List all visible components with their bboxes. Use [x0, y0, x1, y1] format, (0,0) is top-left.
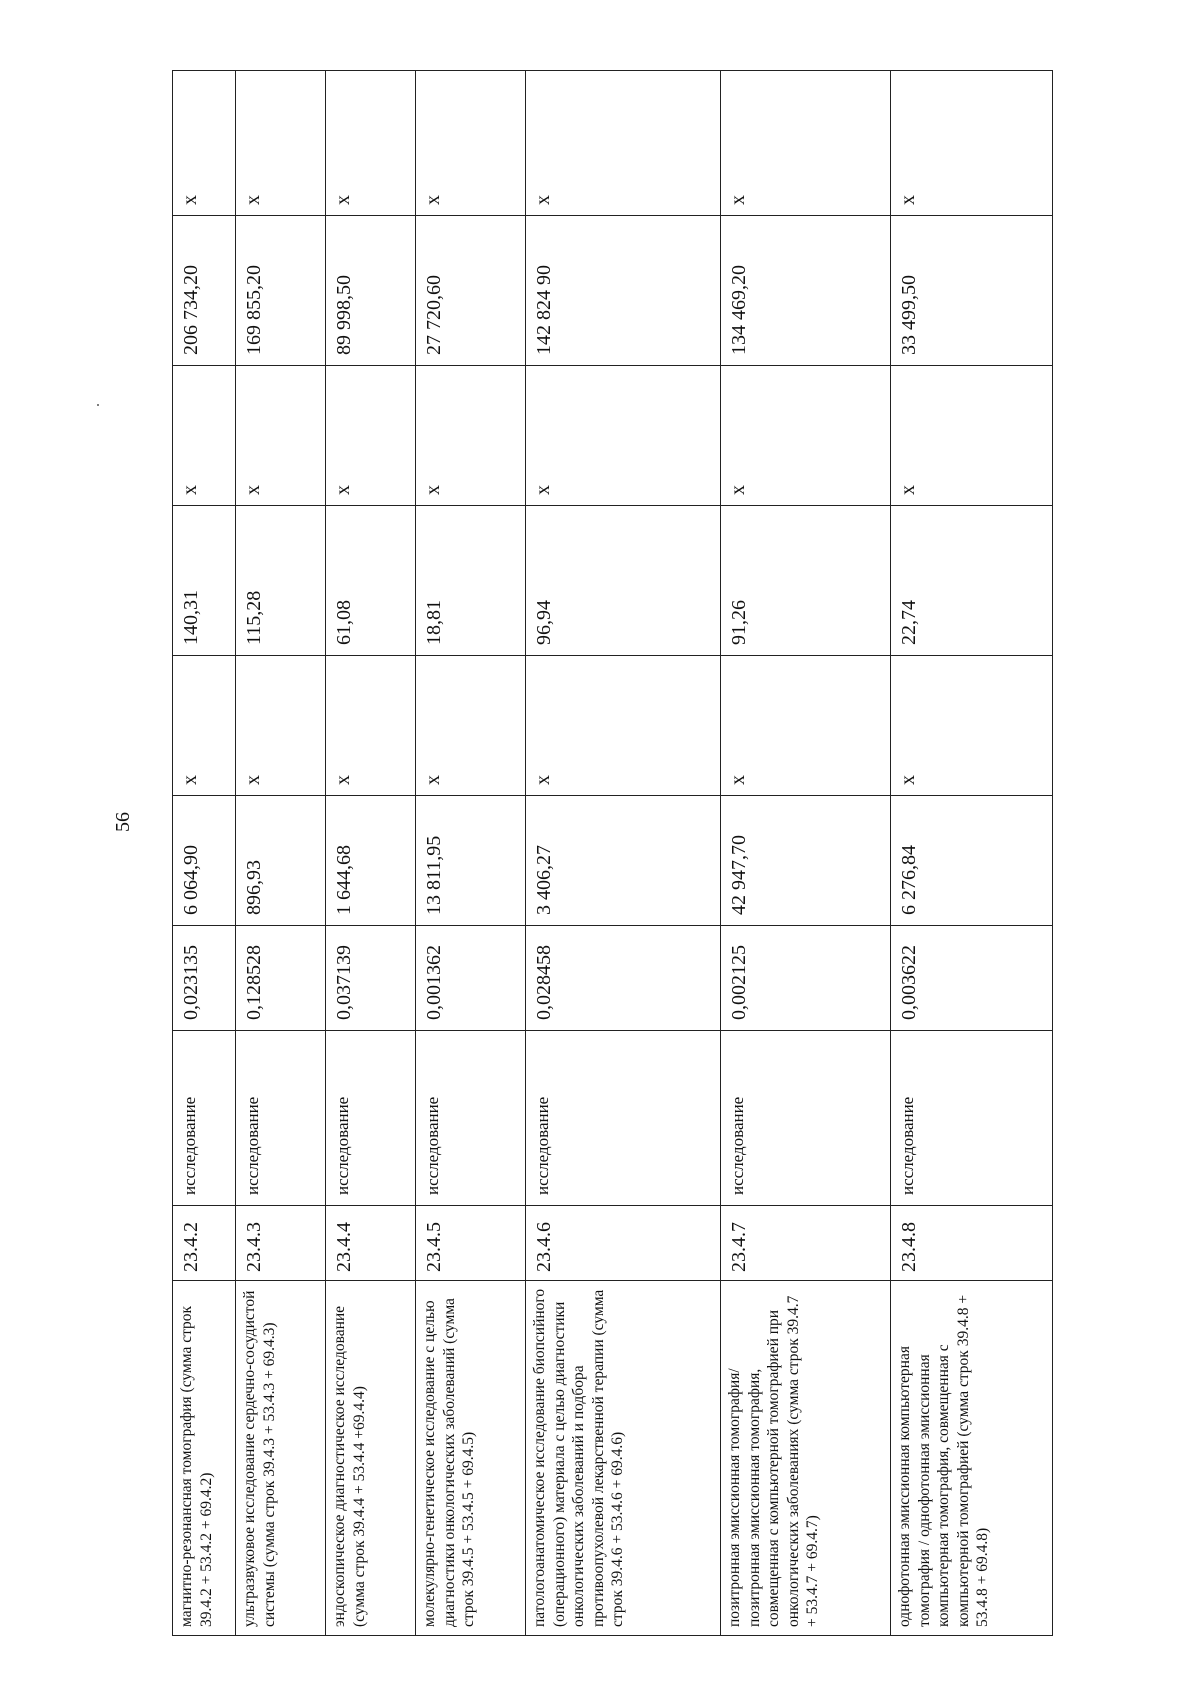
cell-per-capita: 18,81 [416, 506, 526, 656]
cell-x-mark: х [173, 366, 236, 506]
cell-unit-cost: 3 406,27 [526, 796, 721, 926]
cell-unit: исследование [173, 1031, 236, 1206]
table-row [891, 71, 1053, 1636]
cell-x-mark: х [721, 71, 891, 216]
cell-service-name: однофотонная эмиссионная компьютерная томография / однофотонная эмиссионная компьютерная томография, совмещенная с компьютерной томографией (сумма строк 39.4.8 + 53.4.8 + 69.4.8) [891, 1281, 1053, 1636]
table-row [526, 71, 721, 1636]
cell-service-name: эндоскопическое диагностическое исследование (сумма строк 39.4.4 + 53.4.4 +69.4.4) [326, 1281, 416, 1636]
cell-x-mark: х [721, 366, 891, 506]
cell-x-mark: х [326, 366, 416, 506]
cell-total-cost: 89 998,50 [326, 216, 416, 366]
cell-per-capita: 61,08 [326, 506, 416, 656]
cell-unit: исследование [526, 1031, 721, 1206]
cell-volume-norm: 0,037139 [326, 926, 416, 1031]
cell-unit: исследование [236, 1031, 326, 1206]
cell-total-cost: 27 720,60 [416, 216, 526, 366]
cell-x-mark: х [891, 656, 1053, 796]
cell-unit-cost: 6 064,90 [173, 796, 236, 926]
cell-unit: исследование [721, 1031, 891, 1206]
cell-unit-cost: 1 644,68 [326, 796, 416, 926]
cell-x-mark: х [416, 366, 526, 506]
table-row [236, 71, 326, 1636]
cell-volume-norm: 0,023135 [173, 926, 236, 1031]
cell-volume-norm: 0,003622 [891, 926, 1053, 1031]
cell-x-mark: х [891, 366, 1053, 506]
cell-service-name: ультразвуковое исследование сердечно-сосудистой системы (сумма строк 39.4.3 + 53.4.3 + 69.4.3) [236, 1281, 326, 1636]
cell-per-capita: 115,28 [236, 506, 326, 656]
cell-x-mark: х [236, 366, 326, 506]
cell-unit-cost: 13 811,95 [416, 796, 526, 926]
rotated-table-container [172, 71, 1052, 1636]
cell-row-code: 23.4.2 [173, 1206, 236, 1281]
cell-x-mark: х [416, 656, 526, 796]
cell-unit-cost: 42 947,70 [721, 796, 891, 926]
cell-service-name: молекулярно-генетическое исследование с целью диагностики онкологических заболеваний (сумма строк 39.4.5 + 53.4.5 + 69.4.5) [416, 1281, 526, 1636]
table-row [326, 71, 416, 1636]
cell-row-code: 23.4.8 [891, 1206, 1053, 1281]
cell-total-cost: 134 469,20 [721, 216, 891, 366]
cell-row-code: 23.4.3 [236, 1206, 326, 1281]
cell-x-mark: х [173, 71, 236, 216]
cell-per-capita: 22,74 [891, 506, 1053, 656]
page-number: 56 [112, 812, 134, 832]
cell-x-mark: х [526, 656, 721, 796]
cell-unit: исследование [891, 1031, 1053, 1206]
scan-speck [97, 404, 99, 406]
cell-row-code: 23.4.5 [416, 1206, 526, 1281]
cell-per-capita: 91,26 [721, 506, 891, 656]
table-row [416, 71, 526, 1636]
cell-per-capita: 96,94 [526, 506, 721, 656]
table-row [173, 71, 236, 1636]
cell-volume-norm: 0,001362 [416, 926, 526, 1031]
cell-service-name: магнитно-резонансная томография (сумма строк 39.4.2 + 53.4.2 + 69.4.2) [173, 1281, 236, 1636]
table-body [173, 71, 1053, 1636]
cell-x-mark: х [526, 71, 721, 216]
cell-volume-norm: 0,128528 [236, 926, 326, 1031]
cell-x-mark: х [416, 71, 526, 216]
cell-row-code: 23.4.7 [721, 1206, 891, 1281]
cell-row-code: 23.4.6 [526, 1206, 721, 1281]
cell-row-code: 23.4.4 [326, 1206, 416, 1281]
cell-x-mark: х [721, 656, 891, 796]
cell-x-mark: х [526, 366, 721, 506]
cell-x-mark: х [236, 71, 326, 216]
cell-per-capita: 140,31 [173, 506, 236, 656]
cell-x-mark: х [326, 71, 416, 216]
cell-service-name: позитронная эмиссионная томография/позитронная эмиссионная томография, совмещенная с компьютерной томографией при онкологических заболеваниях (сумма строк 39.4.7 + 53.4.7 + 69.4.7) [721, 1281, 891, 1636]
cell-unit-cost: 896,93 [236, 796, 326, 926]
cell-unit-cost: 6 276,84 [891, 796, 1053, 926]
cell-unit: исследование [326, 1031, 416, 1206]
cell-unit: исследование [416, 1031, 526, 1206]
cell-x-mark: х [173, 656, 236, 796]
table-row [721, 71, 891, 1636]
cell-x-mark: х [236, 656, 326, 796]
cell-x-mark: х [326, 656, 416, 796]
tariff-table [172, 70, 1053, 1636]
cell-volume-norm: 0,028458 [526, 926, 721, 1031]
cell-volume-norm: 0,002125 [721, 926, 891, 1031]
cell-total-cost: 33 499,50 [891, 216, 1053, 366]
cell-service-name: патологоанатомическое исследование биопсийного (операционного) материала с целью диагностики онкологических заболеваний и подбора противоопухолевой лекарственной терапии (сумма строк 39.4.6 + 53.4.6 + 69.4.6) [526, 1281, 721, 1636]
cell-x-mark: х [891, 71, 1053, 216]
cell-total-cost: 206 734,20 [173, 216, 236, 366]
cell-total-cost: 142 824 90 [526, 216, 721, 366]
cell-total-cost: 169 855,20 [236, 216, 326, 366]
